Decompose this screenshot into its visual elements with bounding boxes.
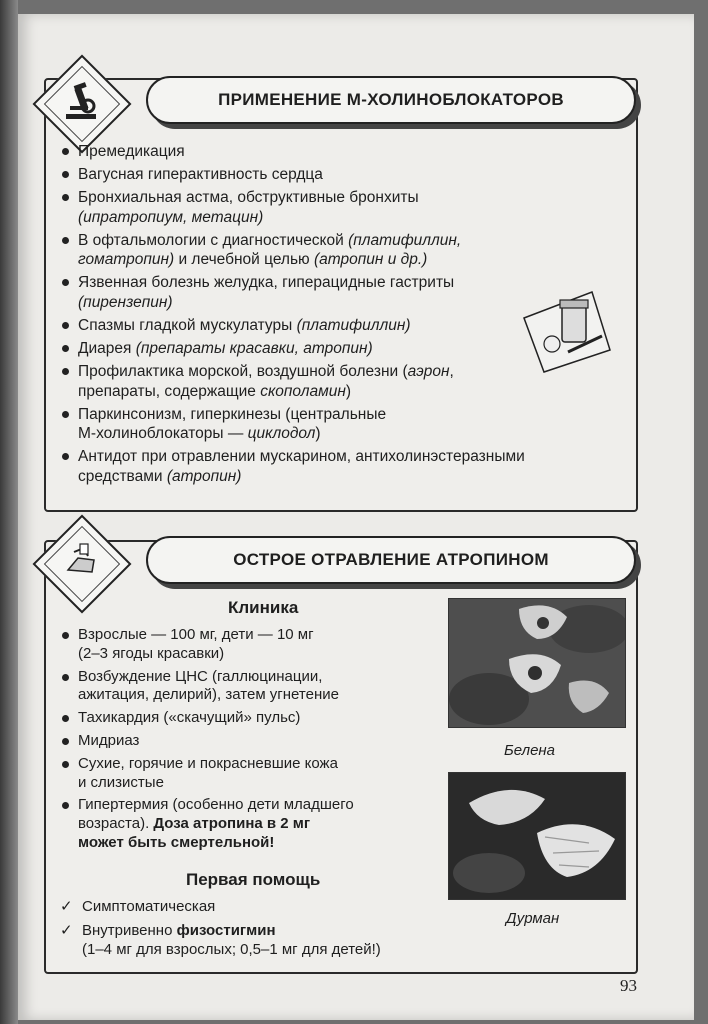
medicine-jar-illustration [522, 288, 612, 374]
list-item: Профилактика морской, воздушной болезни (аэрон, препараты, содержащие скополамин) [58, 362, 528, 401]
list-item: ✓ Симптоматическая [60, 898, 216, 915]
section1-title: ПРИМЕНЕНИЕ М-ХОЛИНОБЛОКАТОРОВ [218, 90, 564, 109]
list-item: Премедикация [58, 142, 528, 162]
list-item: Антидот при отравлении мускарином, антихолинэстеразными средствами (атропин) [58, 447, 528, 486]
checkmark-icon: ✓ [60, 898, 73, 915]
list-item: Возбуждение ЦНС (галлюцинации, ажитация, делирий), затем угнетение [58, 668, 438, 706]
clinic-list [58, 626, 438, 857]
page-number: 93 [620, 976, 637, 995]
list-item: Вагусная гиперактивность сердца [58, 165, 528, 185]
section2-title: ОСТРОЕ ОТРАВЛЕНИЕ АТРОПИНОМ [233, 550, 549, 569]
page-binding-edge [0, 0, 18, 1024]
datura-photo [448, 772, 626, 900]
list-item: Мидриаз [58, 732, 438, 751]
list-item: Сухие, горячие и покрасневшие кожа и слизистые [58, 755, 438, 793]
list-item: ✓ Внутривенно физостигмин (1–4 мг для взрослых; 0,5–1 мг для детей!) [60, 921, 381, 958]
first-aid-list [58, 898, 478, 964]
list-item: Язвенная болезнь желудка, гиперацидные гастриты (пирензепин) [58, 273, 528, 312]
poison-hand-icon [48, 530, 114, 596]
datura-caption: Дурман [506, 910, 560, 927]
first-aid-heading: Первая помощь [186, 870, 321, 889]
clinic-heading: Клиника [228, 598, 299, 617]
list-item: Диарея (препараты красавки, атропин) [58, 339, 528, 359]
list-item: Бронхиальная астма, обструктивные бронхиты (ипратропиум, метацин) [58, 188, 528, 227]
list-item: Тахикардия («скачущий» пульс) [58, 709, 438, 728]
usage-list [58, 142, 528, 490]
henbane-caption: Белена [504, 742, 556, 759]
list-item: Паркинсонизм, гиперкинезы (центральные М-холиноблокаторы — циклодол) [58, 405, 528, 444]
section2-title-banner [146, 536, 636, 584]
list-item: Спазмы гладкой мускулатуры (платифиллин) [58, 316, 528, 336]
microscope-icon [48, 70, 114, 136]
checkmark-icon: ✓ [60, 921, 73, 939]
list-item: Взрослые — 100 мг, дети — 10 мг (2–3 ягоды красавки) [58, 626, 438, 664]
list-item: В офтальмологии с диагностической (платифиллин, гоматропин) и лечебной целью (атропин и др.) [58, 231, 528, 270]
section1-title-banner [146, 76, 636, 124]
list-item: Гипертермия (особенно дети младшего возраста). Доза атропина в 2 мг может быть смертельной! [58, 796, 438, 852]
henbane-photo [448, 598, 626, 728]
